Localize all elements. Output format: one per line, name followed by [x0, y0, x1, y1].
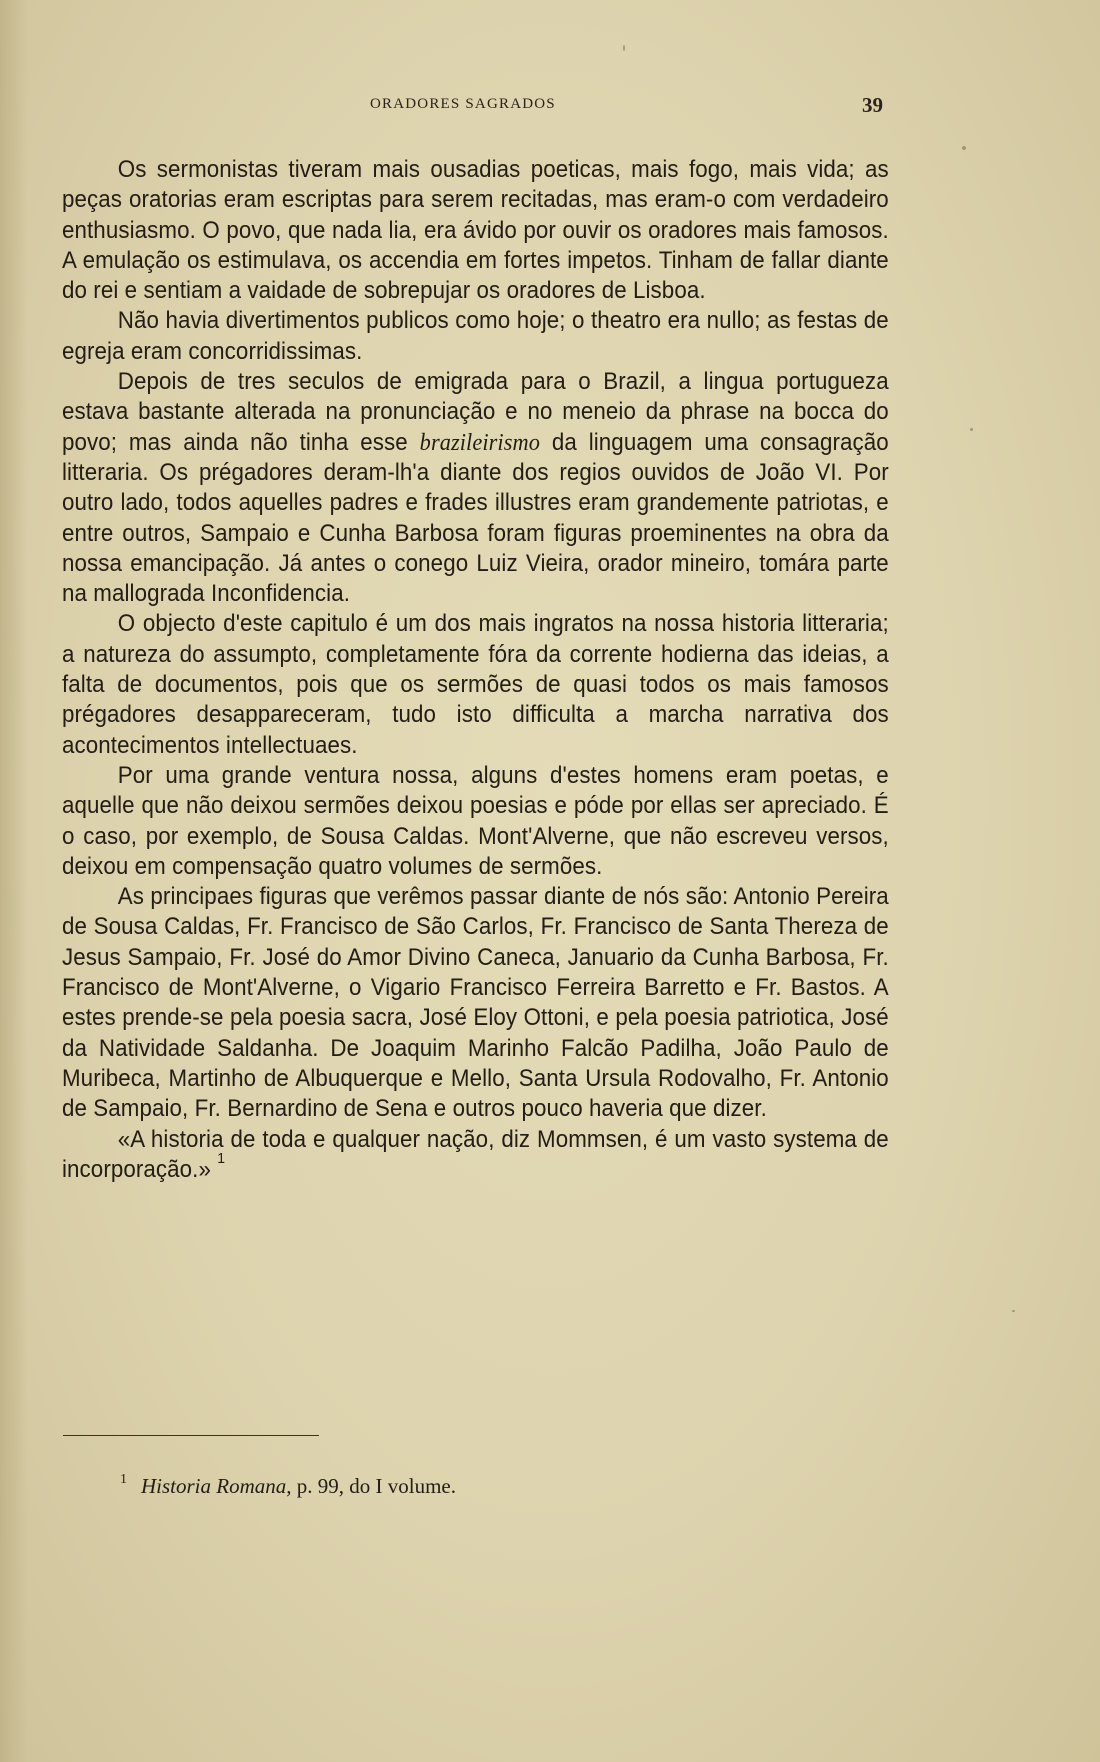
body-text: [62, 155, 889, 1185]
paragraph-3-text-b: da linguagem uma consagração litteraria. Os prégadores deram-lh'a diante dos regios ouvidos de João VI. Por outro lado, todos aquelles padres e frades illustres eram grandemente patriotas, e entre outros, Sampaio e Cunha Barbosa foram figuras proeminentes na obra da nossa emancipação. Já antes o conego Luiz Vieira, orador mineiro, tomára parte na mallograda Inconfidencia.: [62, 428, 889, 608]
paper-speck: [962, 146, 966, 150]
paragraph-2: Não havia divertimentos publicos como hoje; o theatro era nullo; as festas de egreja eram concorridissimas.: [62, 307, 889, 365]
footnote-marker: 1: [120, 1472, 127, 1487]
paragraph-1: Os sermonistas tiveram mais ousadias poeticas, mais fogo, mais vida; as peças oratorias eram escriptas para serem recitadas, mas eram-o com verdadeiro enthusiasmo. O povo, que nada lia, era ávido por ouvir os oradores mais famosos. A emulação os estimulava, os accendia em fortes impetos. Tinham de fallar diante do rei e sentiam a vaidade de sobrepujar os oradores de Lisboa.: [62, 156, 889, 305]
footnote-title: Historia Romana,: [141, 1474, 292, 1498]
running-header: [60, 93, 960, 120]
paragraph-7: [62, 1125, 889, 1186]
footnote-reference[interactable]: 1: [217, 1149, 226, 1167]
page-edge-shadow: [0, 0, 28, 1762]
footnote: [120, 1474, 456, 1499]
paragraph-3: [62, 367, 889, 609]
running-title: ORADORES SAGRADOS: [370, 96, 556, 112]
paper-speck: [623, 45, 625, 51]
paper-speck: [1012, 1310, 1015, 1312]
italic-term: brazileirismo: [419, 429, 540, 456]
footnote-divider: [63, 1435, 319, 1436]
page-number: 39: [862, 93, 883, 117]
footnote-text: p. 99, do I volume.: [291, 1474, 456, 1498]
paper-speck: [970, 428, 973, 431]
paragraph-5: Por uma grande ventura nossa, alguns d'estes homens eram poetas, e aquelle que não deixou sermões deixou poesias e póde por ellas ser apreciado. É o caso, por exemplo, de Sousa Caldas. Mont'Alverne, que não escreveu versos, deixou em compensação quatro volumes de sermões.: [62, 761, 889, 880]
paragraph-4: O objecto d'este capitulo é um dos mais ingratos na nossa historia litteraria; a natureza do assumpto, completamente fóra da corrente hodierna das ideias, a falta de documentos, pois que os sermões de quasi todos os mais famosos prégadores desappareceram, tudo isto difficulta a marcha narrativa dos acontecimentos intellectuaes.: [62, 610, 889, 759]
paragraph-6: As principaes figuras que verêmos passar diante de nós são: Antonio Pereira de Sousa Caldas, Fr. Francisco de São Carlos, Fr. Francisco de Santa Thereza de Jesus Sampaio, Fr. José do Amor Divino Caneca, Januario da Cunha Barbosa, Fr. Francisco de Mont'Alverne, o Vigario Francisco Ferreira Barretto e Fr. Bastos. A estes prende-se pela poesia sacra, José Eloy Ottoni, e pela poesia patriotica, José da Natividade Saldanha. De Joaquim Marinho Falcão Padilha, João Paulo de Muribeca, Martinho de Albuquerque e Mello, Santa Ursula Rodovalho, Fr. Antonio de Sampaio, Fr. Bernardino de Sena e outros pouco haveria que dizer.: [62, 883, 889, 1123]
paragraph-3-text-a: Depois de tres seculos de emigrada para o Brazil, a lingua portugueza estava bastante alterada na pronunciação e no meneio da phrase na bocca do povo; mas ainda não tinha esse: [62, 368, 889, 456]
quotation: «A historia de toda e qualquer nação, diz Mommsen, é um vasto systema de incorporação.»: [62, 1125, 889, 1183]
